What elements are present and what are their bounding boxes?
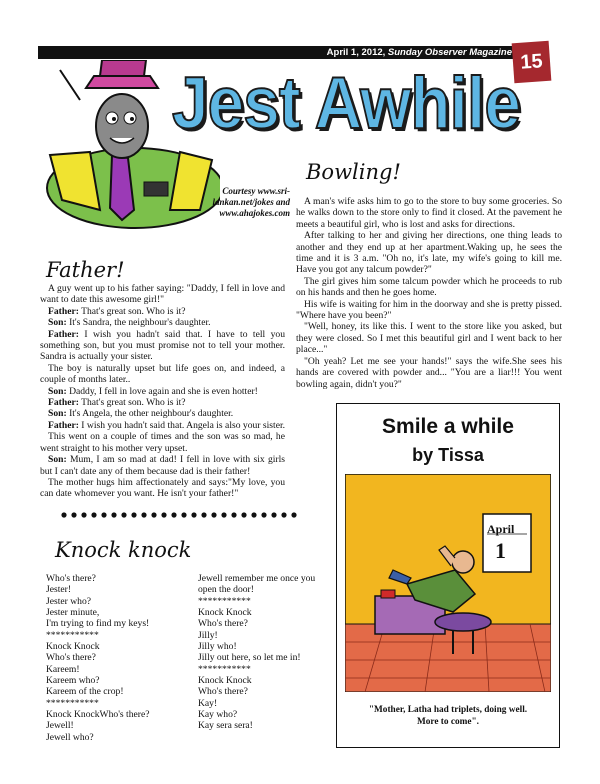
article-paragraph: The girl gives him some talcum powder which he proceeds to rub on his hands and then he goes home. (296, 275, 562, 299)
joke-line: Who's there? (198, 618, 248, 630)
joke-separator: *********** (46, 629, 99, 641)
dialogue-line (40, 397, 285, 408)
dialogue-line (40, 477, 285, 500)
joke-line: Jilly out here, so let me in! (198, 652, 301, 664)
cartoon-illustration (345, 474, 551, 692)
bowling-article (296, 196, 562, 390)
dialogue-text: I wish you hadn't said that. Angela is also your sister. (78, 419, 286, 431)
courtesy-line: www.ahajokes.com (219, 208, 290, 218)
father-article (40, 283, 285, 500)
speaker-label: Father: (48, 305, 79, 317)
joke-line: Knock KnockWho's there? (46, 709, 150, 721)
speaker-label: Son: (48, 385, 67, 397)
joke-line: Who's there? (198, 686, 248, 698)
joke-line: Jilly! (198, 629, 218, 641)
dotted-divider (60, 511, 300, 519)
calendar-day: 1 (495, 538, 506, 563)
caption-line: More to come". (416, 717, 480, 727)
joke-line: Kareem who? (46, 675, 100, 687)
joke-line: Jewell who? (46, 731, 94, 743)
dialogue-line (40, 363, 285, 386)
speaker-label: Father: (48, 397, 79, 409)
joke-line: Who's there? (46, 573, 96, 584)
dialogue-text: This went on a couple of times and the son was so mad, he went straight to his mother very upset. (40, 431, 285, 454)
speaker-label: Son: (48, 454, 67, 466)
joke-line: Knock Knock (46, 641, 100, 653)
article-paragraph: "Oh yeah? Let me see your hands!" says the wife.She sees his hands are covered with powder and... "You are a liar!!! You went bowling again, didn't you?" (296, 355, 562, 390)
article-paragraph: A guy went up to his father saying: "Daddy, I fell in love and want to date this awesome girl!" (40, 283, 285, 306)
article-paragraph: "Well, honey, its like this. I went to the store like you asked, but they were closed. So I met this beautiful girl and I went back to her place..." (296, 321, 562, 356)
dialogue-line (40, 408, 285, 419)
header-dateline (327, 46, 512, 59)
joke-line: Jilly who! (198, 641, 237, 653)
dialogue-text: I wish you hadn't said that. I have to tell you something son, but you must promise not to tell your mother. Sandra is actually your sister. (40, 328, 285, 363)
knock-knock-column-2 (198, 573, 333, 732)
mascot-hat-brim (86, 76, 158, 88)
cartoon-byline: by Tissa (412, 445, 484, 465)
courtesy-credit (172, 186, 290, 219)
joke-line: Knock Knock (198, 675, 252, 687)
joke-line: Jester! (46, 584, 72, 596)
caption-line: "Mother, Latha had triplets, doing well. (368, 705, 528, 715)
dialogue-line (40, 386, 285, 397)
header-date: April 1, 2012, (326, 47, 386, 58)
dialogue-line (40, 306, 285, 317)
joke-line: Who's there? (46, 652, 96, 664)
joke-line: Jester minute, (46, 607, 100, 619)
calendar-month: April (487, 522, 515, 536)
cartoon-man-head (452, 551, 474, 573)
joke-line: Jester who? (46, 595, 92, 607)
joke-line: Kareem! (46, 663, 80, 675)
masthead-title: Jest Awhile (172, 63, 520, 144)
dialogue-text: That's great son. Who is it? (78, 305, 186, 317)
dialogue-line (40, 454, 285, 477)
mascot-right-eye (124, 112, 136, 124)
knock-knock-column-1 (46, 573, 196, 743)
mascot-pocket (144, 182, 168, 196)
dialogue-text: The mother hugs him affectionately and says:"My love, you can date whomever you want. He isn't your father!" (40, 476, 285, 500)
article-paragraph: A man's wife asks him to go to the store to buy some groceries. So he walks down to the store only to find it closed. At the pavement he meets a beautiful girl, who is lost and asks for directions. (296, 196, 562, 230)
courtesy-line: lankan.net/jokes and (212, 197, 290, 207)
dialogue-text: Mum, I am so mad at dad! I fell in love with six girls but I can't date any of them because dad is their father! (40, 454, 285, 477)
joke-separator: *********** (198, 663, 251, 675)
speaker-label: Son: (48, 408, 67, 420)
header-publication: Sunday Observer Magazine (387, 47, 512, 58)
joke-separator: *********** (198, 595, 251, 607)
speaker-label: Father: (48, 328, 79, 340)
joke-line: Kay sera sera! (198, 720, 253, 732)
mascot-left-eye (106, 112, 118, 124)
joke-line: Jewell remember me once you (198, 573, 316, 584)
page-number-badge: 15 (512, 41, 552, 83)
cartoon-caption (349, 704, 547, 728)
cartoon-phone (381, 590, 395, 598)
dialogue-text: Daddy, I fell in love again and she is even hotter! (66, 385, 258, 397)
joke-line: Kay who? (198, 709, 238, 721)
dialogue-text: The boy is naturally upset but life goes on, and indeed, a couple of months later.. (40, 362, 285, 386)
dialogue-text: That's great son. Who is it? (78, 397, 186, 409)
dialogue-line (40, 420, 285, 431)
bowling-title: Bowling! (306, 160, 401, 184)
article-paragraph: His wife is waiting for him in the doorway and she is pretty pissed. "Where have you been?" (296, 298, 562, 322)
speaker-label: Son: (48, 317, 67, 329)
dialogue-line (40, 431, 285, 454)
dialogue-line (40, 317, 285, 328)
courtesy-line: Courtesy www.sri- (222, 186, 290, 196)
father-title: Father! (46, 258, 125, 282)
joke-line: Knock Knock (198, 607, 252, 619)
joke-line: Kay! (198, 697, 218, 709)
dialogue-line (40, 329, 285, 363)
knock-knock-title: Knock knock (55, 538, 192, 562)
joke-line: Kareem of the crop! (46, 686, 124, 698)
joke-line: I'm trying to find my keys! (46, 618, 150, 630)
cartoon-box (336, 403, 560, 748)
cartoon-title: Smile a while (382, 415, 514, 438)
cartoon-chair-seat (435, 613, 491, 631)
dialogue-text: It's Sandra, the neighbour's daughter. (66, 317, 211, 329)
joke-separator: *********** (46, 697, 99, 709)
dialogue-text: It's Angela, the other neighbour's daughter. (66, 408, 234, 420)
speaker-label: Father: (48, 419, 79, 431)
joke-line: open the door! (198, 584, 254, 596)
joke-line: Jewell! (46, 720, 74, 732)
article-paragraph: After talking to her and giving her directions, one thing leads to another and they end up at her apartment.Waking up, he sees the time and it is 3 a.m. "Oh no, it's late, my wife's going to kill me. Have you got any talcum powder?" (296, 230, 562, 276)
mascot-hat-crown (100, 60, 146, 76)
mascot-head (96, 94, 148, 158)
